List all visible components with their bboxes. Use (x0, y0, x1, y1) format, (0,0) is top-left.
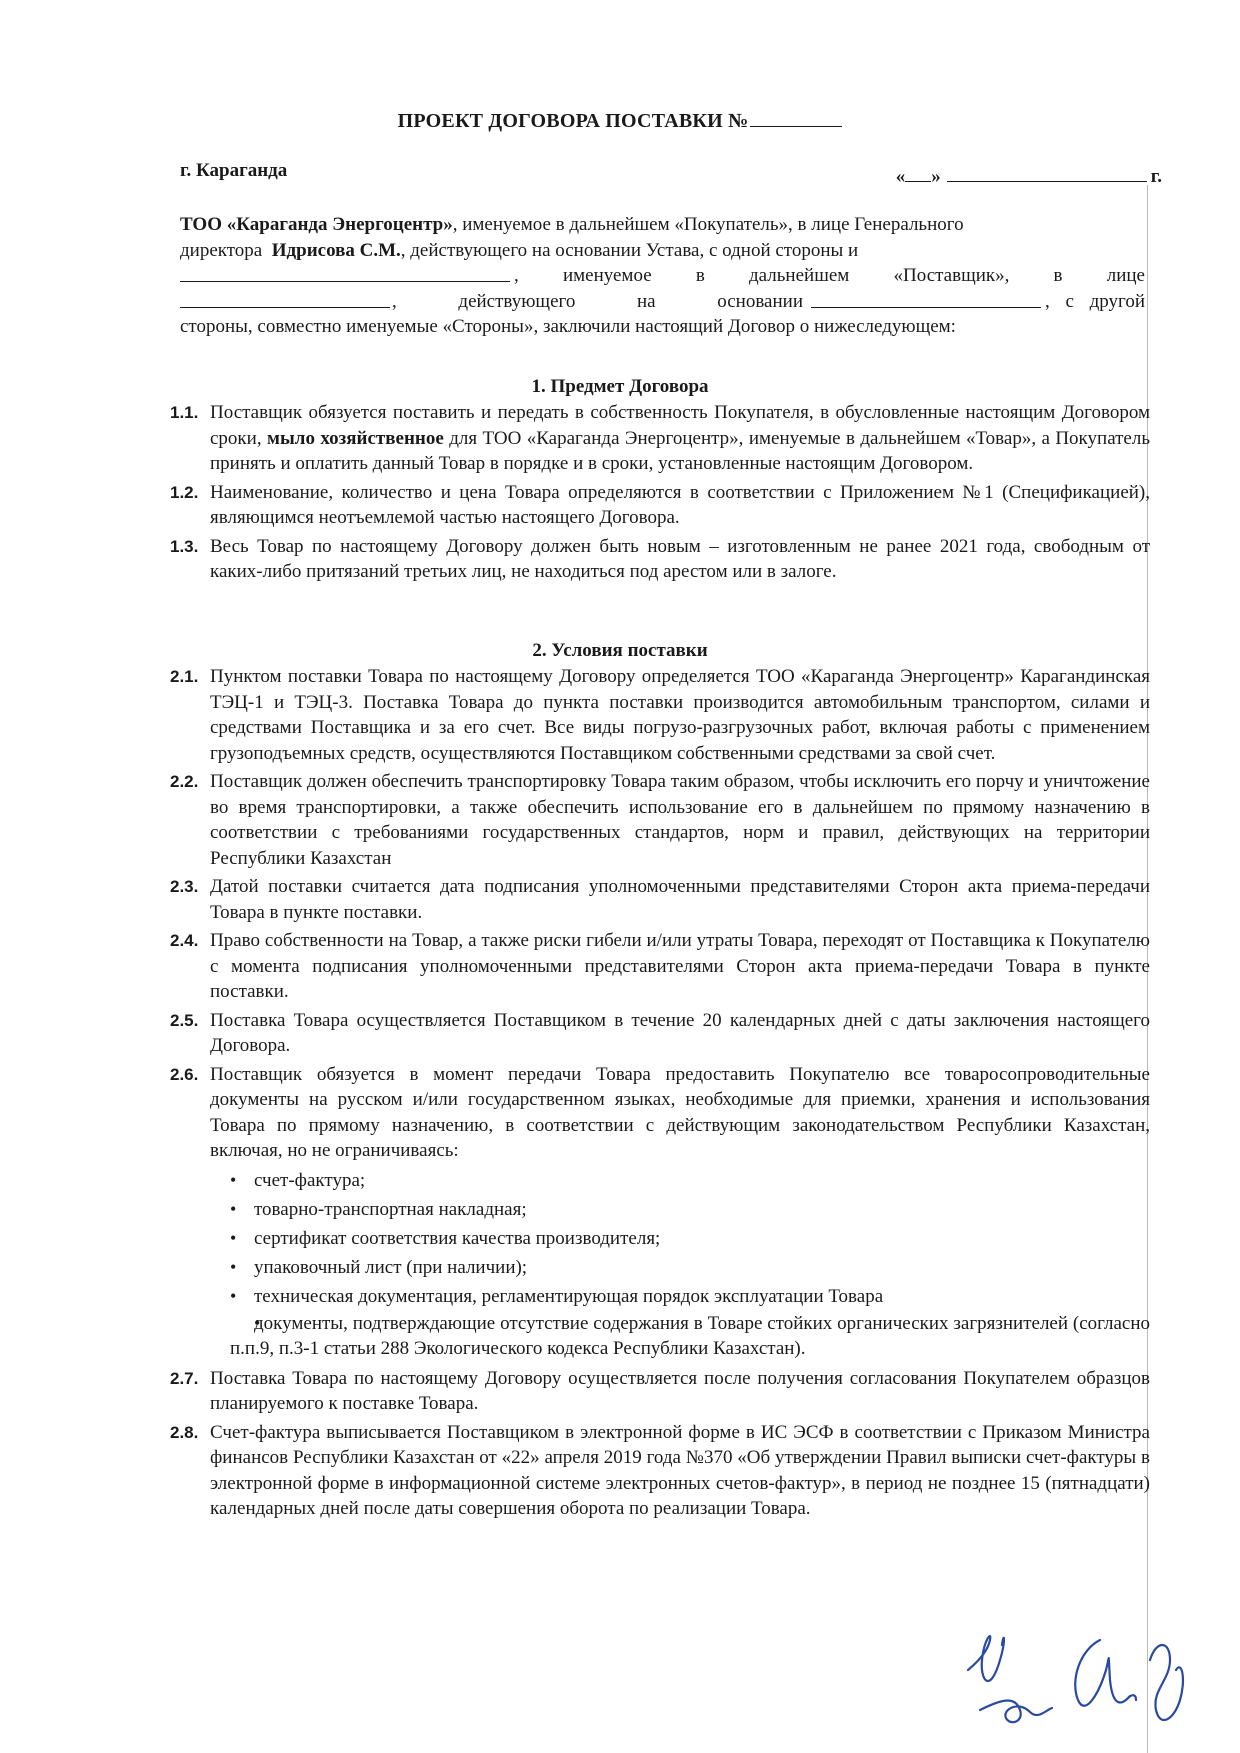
contract-date (896, 166, 1162, 188)
clause-number: 1.3. (170, 536, 199, 556)
list-item: • техническая документация, регламентирующая порядок эксплуатации Товара (210, 1282, 1150, 1311)
section-2-title: 2. Условия поставки (532, 640, 708, 661)
clause-number: 2.4. (170, 931, 199, 950)
date-quote-open: « (895, 166, 906, 187)
clause-number: 2.6. (170, 1064, 199, 1084)
clause-2-3 (170, 874, 1150, 925)
clause-text: Поставщик обязуется в момент передачи Товара предоставить Покупателю все товаросопроводительные документы на русском и/или государственном языках, необходимые для приемки, хранения и использования Товара по прямому назначению, в соответствии с действующим законодательством Республики Казахстан, включая, но не ограничиваясь: (210, 1063, 1150, 1161)
document-title (0, 108, 1240, 133)
preamble-text-4b: , с другой (1045, 290, 1145, 312)
clause-1-1 (170, 400, 1150, 477)
preamble-line-5: стороны, совместно именуемые «Стороны», заключили настоящий Договор о нижеследующем: (180, 316, 956, 337)
list-item: • товарно-транспортная накладная; (210, 1195, 1150, 1224)
clause-text: Датой поставки считается дата подписания уполномоченными представителями Сторон акта приема-передачи Товара в пункте поставки. (210, 876, 1150, 923)
clause-1-3 (170, 534, 1150, 585)
city-label: г. Караганда (180, 160, 288, 181)
clause-2-8 (170, 1420, 1150, 1522)
list-item: • сертификат соответствия качества производителя; (210, 1224, 1150, 1253)
list-item (210, 1311, 1150, 1362)
clause-number: 2.1. (170, 667, 199, 686)
section-1-clauses (170, 400, 1150, 588)
clause-text: Право собственности на Товар, а также риски гибели и/или утраты Товара, переходят от Поставщика к Покупателю с момента подписания уполномоченными представителями Сторон акта приема-передачи Товара в пункте поставки. (210, 930, 1150, 1002)
preamble-text-3: , именуемое в дальнейшем «Поставщик», в лице (514, 265, 1145, 286)
clause-number: 2.5. (170, 1010, 199, 1030)
preamble-text-2a: директора (180, 239, 263, 261)
clause-text: Поставка Товара осуществляется Поставщиком в течение 20 календарных дней с даты заключения настоящего Договора. (210, 1009, 1150, 1056)
preamble (180, 212, 1145, 340)
list-item: • счет-фактура; (210, 1166, 1150, 1195)
director-name: Идрисова С.М. (271, 239, 401, 261)
clause-2-6 (170, 1062, 1150, 1362)
goods-name: мыло хозяйственное (267, 427, 444, 449)
basis-blank (811, 289, 1041, 308)
clause-text: Счет-фактура выписывается Поставщиком в электронной форме в ИС ЭСФ в соответствии с Приказом Министра финансов Республики Казахстан от «22» апреля 2019 года №370 «Об утверждении Правил выписки счет-фактуры в электронной форме в информационной системе электронных счетов-фактур», в период не позднее 15 (пятнадцати) календарных дней после даты совершения оборота по реализации Товара. (210, 1421, 1150, 1519)
preamble-text-4a: , действующего на основании (392, 290, 803, 312)
clause-number: 2.8. (170, 1422, 199, 1442)
clause-number: 2.7. (170, 1368, 199, 1388)
clause-text: Наименование, количество и цена Товара определяются в соответствии с Приложением №1 (Спецификацией), являющимся неотъемлемой частью настоящего Договора. (210, 481, 1150, 528)
section-2-clauses (170, 664, 1150, 1525)
preamble-line-1 (180, 212, 1145, 238)
clause-1-2 (170, 480, 1150, 531)
preamble-line-4 (180, 289, 1145, 315)
preamble-line-2 (180, 238, 1145, 264)
clause-number: 2.3. (170, 877, 199, 896)
clause-2-1 (170, 664, 1150, 766)
clause-text: Поставщик должен обеспечить транспортировку Товара таким образом, чтобы исключить его порчу и уничтожение во время транспортировки, а также обеспечить использование его в дальнейшем по прямому назначению в соответствии с требованиями государственных стандартов, норм и правил, действующих на территории Республики Казахстан (210, 771, 1150, 869)
clause-2-5 (170, 1008, 1150, 1059)
preamble-text-1: , именуемое в дальнейшем «Покупатель», в лице Генерального (452, 214, 964, 235)
day-blank (905, 181, 931, 182)
buyer-company: ТОО «Караганда Энергоцентр» (180, 214, 453, 235)
list-item: • упаковочный лист (при наличии); (210, 1253, 1150, 1282)
representative-blank (180, 289, 390, 308)
clause-text: Пунктом поставки Товара по настоящему Договору определяется ТОО «Караганда Энергоцентр» Карагандинская ТЭЦ-1 и ТЭЦ-3. Поставка Товара до пункта поставки производится автомобильным транспортом, силами и средствами Поставщика и за его счет. Все виды погрузо-разгрузочных работ, включая работы с применением грузоподъемных средств, осуществляются Поставщиком собственными средствами за свой счет. (210, 666, 1150, 764)
title-text: ПРОЕКТ ДОГОВОРА ПОСТАВКИ № (397, 110, 749, 132)
clause-number: 1.2. (170, 482, 199, 502)
clause-2-7 (170, 1366, 1150, 1417)
list-item-text: документы, подтверждающие отсутствие содержания в Товаре стойких органических загрязнителей (согласно п.п.9, п.3-1 статьи 288 Экологического кодекса Республики Казахстан). (230, 1312, 1150, 1359)
clause-text: Поставка Товара по настоящему Договору осуществляется после получения согласования Покупателем образцов планируемого к поставке Товара. (210, 1367, 1150, 1414)
clause-2-4 (170, 928, 1150, 1005)
date-quote-close: » (931, 166, 941, 187)
clause-2-2 (170, 769, 1150, 871)
contract-number-blank (750, 108, 842, 127)
clause-text: Весь Товар по настоящему Договору должен быть новым – изготовленным не ранее 2021 года, свободным от каких-либо притязаний третьих лиц, не находиться под арестом или в залоге. (210, 535, 1150, 582)
year-suffix: г. (1150, 166, 1162, 187)
clause-text: для ТОО «Караганда Энергоцентр», именуемые в дальнейшем «Товар», а Покупатель принять и оплатить данный Товар в порядке и в сроки, установленные настоящим Договором. (210, 427, 1151, 474)
preamble-text-2b: , действующего на основании Устава, с одной стороны и (400, 239, 859, 261)
clause-text: Поставщик обязуется поставить и передать в собственность Покупателя, в обусловленные настоящим Договором сроки, (210, 402, 1150, 449)
month-blank (947, 181, 1147, 182)
handwritten-signature (960, 1600, 1200, 1740)
clause-number: 1.1. (170, 403, 199, 422)
section-1-title: 1. Предмет Договора (531, 376, 709, 397)
supplier-name-blank (180, 263, 510, 282)
document-list (210, 1166, 1150, 1362)
preamble-line-3 (180, 263, 1145, 289)
clause-number: 2.2. (170, 772, 199, 791)
